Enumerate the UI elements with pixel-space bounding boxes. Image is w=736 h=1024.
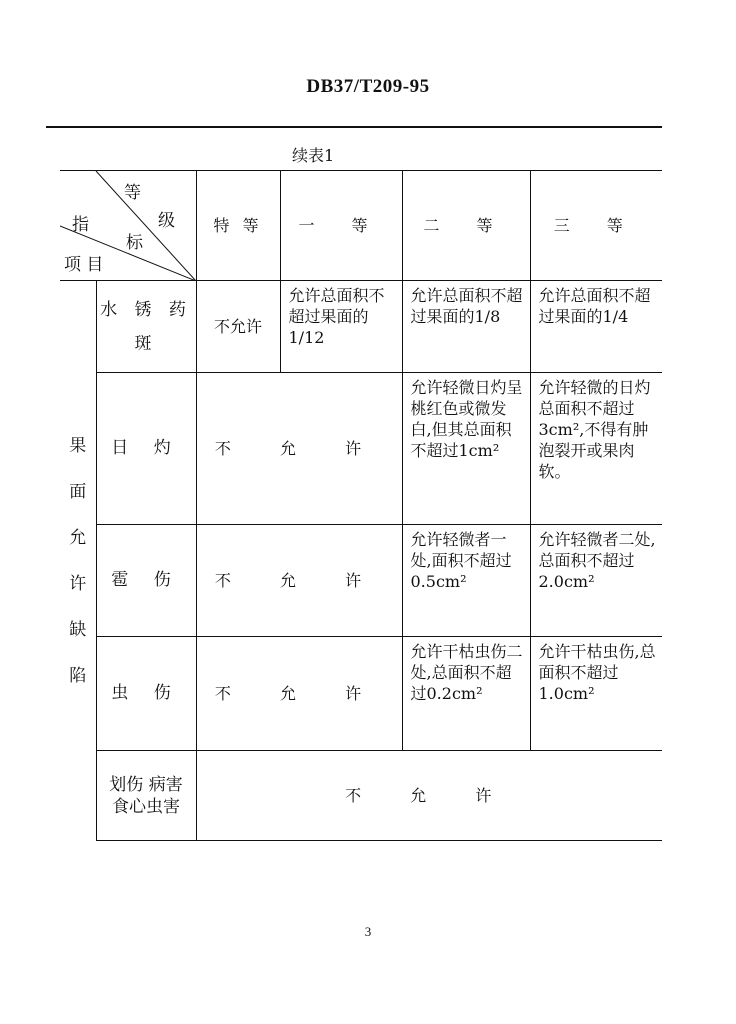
table-caption: 续表1 [292, 146, 335, 165]
grade-spec-table [60, 170, 662, 841]
row-hail [60, 525, 662, 637]
row-water-rust [60, 281, 662, 373]
hail-second: 允许轻微者一处,面积不超过0.5cm² [402, 525, 530, 637]
item-scratch: 划伤 病害 食心虫害 [96, 751, 196, 841]
header-row [60, 171, 662, 281]
sunburn-third: 允许轻微的日灼总面积不超过3cm²,不得有肿泡裂开或果肉软。 [530, 373, 662, 525]
insect-third: 允许干枯虫伤,总面积不超过1.0cm² [530, 637, 662, 751]
group-label-cell [60, 281, 96, 841]
page-number: 3 [364, 924, 372, 939]
corner-item: 项 目 [64, 255, 104, 275]
corner-indicator-2: 标 [126, 233, 143, 253]
water-rust-third: 允许总面积不超过果面的1/4 [530, 281, 662, 373]
corner-grade-1: 等 [124, 183, 141, 203]
sunburn-second: 允许轻微日灼呈桃红色或微发白,但其总面积不超过1cm² [402, 373, 530, 525]
top-rule [46, 126, 662, 128]
sunburn-merged: 不 允 许 [196, 373, 402, 525]
row-sunburn [60, 373, 662, 525]
grade-third: 三 等 [530, 171, 662, 281]
grade-second: 二 等 [402, 171, 530, 281]
item-insect: 虫 伤 [96, 637, 196, 751]
water-rust-first: 允许总面积不超过果面的1/12 [280, 281, 402, 373]
group-label: 果面允许缺陷 [69, 435, 87, 686]
insect-merged: 不 允 许 [196, 637, 402, 751]
corner-header [60, 171, 196, 281]
scratch-merged: 不 允 许 [196, 751, 662, 841]
grade-special: 特 等 [196, 171, 280, 281]
item-water-rust: 水 锈 药 斑 [96, 281, 196, 373]
row-scratch [60, 751, 662, 841]
insect-second: 允许干枯虫伤二处,总面积不超过0.2cm² [402, 637, 530, 751]
grade-first: 一 等 [280, 171, 402, 281]
document-code: DB37/T209-95 [306, 76, 430, 97]
corner-grade-2: 级 [158, 211, 175, 231]
item-sunburn: 日 灼 [96, 373, 196, 525]
hail-third: 允许轻微者二处,总面积不超过2.0cm² [530, 525, 662, 637]
row-insect [60, 637, 662, 751]
item-hail: 雹 伤 [96, 525, 196, 637]
water-rust-special: 不允许 [196, 281, 280, 373]
water-rust-second: 允许总面积不超过果面的1/8 [402, 281, 530, 373]
corner-indicator-1: 指 [72, 215, 89, 235]
hail-merged: 不 允 许 [196, 525, 402, 637]
